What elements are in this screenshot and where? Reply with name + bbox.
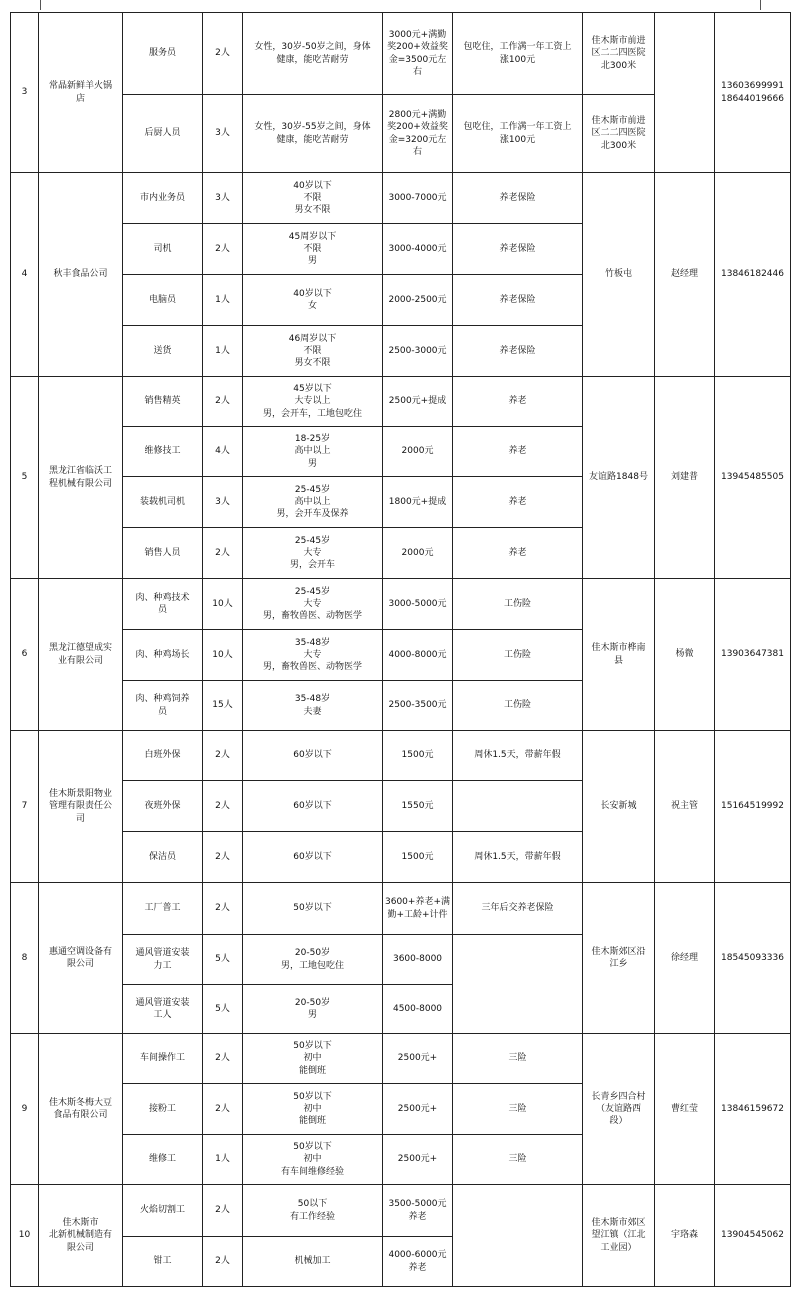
job-count: 3人 — [203, 95, 243, 173]
job-salary: 2000元 — [383, 427, 453, 477]
job-count: 3人 — [203, 173, 243, 224]
company-address: 佳木斯市桦南 县 — [583, 579, 655, 731]
contact-person: 刘建普 — [655, 377, 715, 579]
job-salary: 4500-8000 — [383, 985, 453, 1034]
job-benefits: 养老 — [453, 427, 583, 477]
job-requirements: 60岁以下 — [243, 832, 383, 883]
contact-phone: 15164519992 — [715, 731, 791, 883]
company-name: 常晶新鲜羊火锅 店 — [39, 13, 123, 173]
job-benefits: 养老保险 — [453, 326, 583, 377]
job-requirements: 25-45岁 大专 男，畜牧兽医、动物医学 — [243, 579, 383, 630]
job-count: 3人 — [203, 477, 243, 528]
company-name: 秋丰食品公司 — [39, 173, 123, 377]
job-count: 2人 — [203, 781, 243, 832]
job-title: 销售人员 — [123, 528, 203, 579]
job-title: 肉、种鸡饲养 员 — [123, 681, 203, 731]
job-salary: 2500-3000元 — [383, 326, 453, 377]
job-count: 2人 — [203, 13, 243, 95]
job-count: 2人 — [203, 1084, 243, 1135]
job-title: 钳工 — [123, 1237, 203, 1287]
job-benefits: 养老 — [453, 377, 583, 427]
company-number: 5 — [11, 377, 39, 579]
job-count: 2人 — [203, 377, 243, 427]
company-name: 佳木斯市 北新机械制造有 限公司 — [39, 1185, 123, 1287]
job-title: 车间操作工 — [123, 1034, 203, 1084]
job-salary: 3600-8000 — [383, 935, 453, 985]
company-name: 黑龙江德望成实 业有限公司 — [39, 579, 123, 731]
job-count: 2人 — [203, 224, 243, 275]
company-address: 长安新城 — [583, 731, 655, 883]
job-count: 10人 — [203, 630, 243, 681]
job-salary: 1500元 — [383, 731, 453, 781]
job-salary: 3500-5000元 养老 — [383, 1185, 453, 1237]
job-salary: 4000-8000元 — [383, 630, 453, 681]
job-count: 5人 — [203, 935, 243, 985]
job-requirements: 60岁以下 — [243, 731, 383, 781]
job-count: 1人 — [203, 1135, 243, 1185]
job-salary: 4000-6000元 养老 — [383, 1237, 453, 1287]
job-requirements: 60岁以下 — [243, 781, 383, 832]
job-requirements: 35-48岁 夫妻 — [243, 681, 383, 731]
job-title: 司机 — [123, 224, 203, 275]
job-requirements: 25-45岁 大专 男，会开车 — [243, 528, 383, 579]
job-salary: 3000-5000元 — [383, 579, 453, 630]
job-requirements: 46周岁以下 不限 男女不限 — [243, 326, 383, 377]
job-count: 5人 — [203, 985, 243, 1034]
job-benefits: 工伤险 — [453, 681, 583, 731]
job-salary: 3000-4000元 — [383, 224, 453, 275]
job-count: 1人 — [203, 275, 243, 326]
job-salary: 1550元 — [383, 781, 453, 832]
company-number: 10 — [11, 1185, 39, 1287]
job-salary: 2000-2500元 — [383, 275, 453, 326]
job-title: 销售精英 — [123, 377, 203, 427]
job-requirements: 18-25岁 高中以上 男 — [243, 427, 383, 477]
job-title: 火焰切割工 — [123, 1185, 203, 1237]
company-address: 友谊路1848号 — [583, 377, 655, 579]
job-count: 2人 — [203, 883, 243, 935]
job-benefits: 三险 — [453, 1034, 583, 1084]
job-benefits: 养老保险 — [453, 275, 583, 326]
job-salary: 2500元+ — [383, 1135, 453, 1185]
job-benefits: 周休1.5天，带薪年假 — [453, 832, 583, 883]
contact-phone: 13904545062 — [715, 1185, 791, 1287]
job-requirements: 女性，30岁-50岁之间，身体 健康，能吃苦耐劳 — [243, 13, 383, 95]
job-listing-table — [10, 12, 791, 1287]
company-name: 佳木斯景阳物业 管理有限责任公 司 — [39, 731, 123, 883]
job-benefits: 三险 — [453, 1084, 583, 1135]
job-requirements: 40岁以下 女 — [243, 275, 383, 326]
contact-person: 曹红莹 — [655, 1034, 715, 1185]
contact-phone: 13903647381 — [715, 579, 791, 731]
job-title: 后厨人员 — [123, 95, 203, 173]
job-requirements: 20-50岁 男，工地包吃住 — [243, 935, 383, 985]
job-benefits: 养老保险 — [453, 173, 583, 224]
company-address: 长青乡四合村 （友谊路西 段） — [583, 1034, 655, 1185]
job-salary: 1500元 — [383, 832, 453, 883]
company-number: 7 — [11, 731, 39, 883]
job-salary: 1800元+提成 — [383, 477, 453, 528]
job-salary: 2500元+ — [383, 1084, 453, 1135]
job-benefits: 包吃住，工作满一年工资上 涨100元 — [453, 95, 583, 173]
job-requirements: 40岁以下 不限 男女不限 — [243, 173, 383, 224]
job-count: 2人 — [203, 1185, 243, 1237]
job-title: 服务员 — [123, 13, 203, 95]
job-address: 佳木斯市前进 区二二四医院 北300米 — [583, 95, 655, 173]
job-benefits: 工伤险 — [453, 579, 583, 630]
job-title: 维修技工 — [123, 427, 203, 477]
company-number: 9 — [11, 1034, 39, 1185]
job-count: 2人 — [203, 1237, 243, 1287]
job-requirements: 50岁以下 初中 能倒班 — [243, 1034, 383, 1084]
job-requirements: 25-45岁 高中以上 男，会开车及保养 — [243, 477, 383, 528]
job-salary: 3600+养老+满 勤+工龄+计件 — [383, 883, 453, 935]
job-requirements: 50以下 有工作经验 — [243, 1185, 383, 1237]
job-title: 电脑员 — [123, 275, 203, 326]
job-salary: 2500-3500元 — [383, 681, 453, 731]
job-title: 肉、种鸡场长 — [123, 630, 203, 681]
company-address: 竹板屯 — [583, 173, 655, 377]
job-requirements: 45周岁以下 不限 男 — [243, 224, 383, 275]
job-salary: 3000元+满勤 奖200+效益奖 金=3500元左 右 — [383, 13, 453, 95]
job-requirements: 45岁以下 大专以上 男，会开车，工地包吃住 — [243, 377, 383, 427]
contact-phone: 13846159672 — [715, 1034, 791, 1185]
job-benefits — [453, 1185, 583, 1287]
job-benefits — [453, 935, 583, 1034]
job-requirements: 50岁以下 — [243, 883, 383, 935]
job-requirements: 50岁以下 初中 有车间维修经验 — [243, 1135, 383, 1185]
job-count: 15人 — [203, 681, 243, 731]
job-title: 保洁员 — [123, 832, 203, 883]
job-requirements: 20-50岁 男 — [243, 985, 383, 1034]
job-benefits: 养老 — [453, 477, 583, 528]
job-requirements: 女性，30岁-55岁之间，身体 健康，能吃苦耐劳 — [243, 95, 383, 173]
job-title: 白班外保 — [123, 731, 203, 781]
contact-person: 杨微 — [655, 579, 715, 731]
company-number: 3 — [11, 13, 39, 173]
job-title: 通风管道安装 力工 — [123, 935, 203, 985]
job-title: 维修工 — [123, 1135, 203, 1185]
company-name: 佳木斯冬梅大豆 食品有限公司 — [39, 1034, 123, 1185]
job-salary: 2800元+满勤 奖200+效益奖 金=3200元左 右 — [383, 95, 453, 173]
contact-phone: 13846182446 — [715, 173, 791, 377]
job-salary: 2500元+提成 — [383, 377, 453, 427]
job-requirements: 35-48岁 大专 男，畜牧兽医、动物医学 — [243, 630, 383, 681]
job-benefits — [453, 781, 583, 832]
page-top-mark-right — [760, 0, 761, 10]
job-title: 接粉工 — [123, 1084, 203, 1135]
contact-phone: 18545093336 — [715, 883, 791, 1034]
job-address: 佳木斯市前进 区二二四医院 北300米 — [583, 13, 655, 95]
job-count: 2人 — [203, 731, 243, 781]
job-count: 2人 — [203, 832, 243, 883]
job-title: 夜班外保 — [123, 781, 203, 832]
job-title: 装载机司机 — [123, 477, 203, 528]
job-benefits: 养老 — [453, 528, 583, 579]
contact-phone: 13603699991 18644019666 — [715, 13, 791, 173]
job-benefits: 包吃住，工作满一年工资上 涨100元 — [453, 13, 583, 95]
company-number: 6 — [11, 579, 39, 731]
job-count: 1人 — [203, 326, 243, 377]
company-name: 黑龙江省临沃工 程机械有限公司 — [39, 377, 123, 579]
company-address: 佳木斯市郊区 望江镇（江北 工业园） — [583, 1185, 655, 1287]
page-top-mark-left — [40, 0, 41, 10]
job-title: 工厂普工 — [123, 883, 203, 935]
contact-person — [655, 13, 715, 173]
company-number: 4 — [11, 173, 39, 377]
contact-person: 赵经理 — [655, 173, 715, 377]
job-count: 2人 — [203, 1034, 243, 1084]
job-count: 2人 — [203, 528, 243, 579]
job-requirements: 50岁以下 初中 能倒班 — [243, 1084, 383, 1135]
contact-person: 徐经理 — [655, 883, 715, 1034]
job-count: 10人 — [203, 579, 243, 630]
contact-person: 祝主管 — [655, 731, 715, 883]
contact-person: 宇珞森 — [655, 1185, 715, 1287]
job-salary: 3000-7000元 — [383, 173, 453, 224]
job-benefits: 周休1.5天，带薪年假 — [453, 731, 583, 781]
job-requirements: 机械加工 — [243, 1237, 383, 1287]
job-benefits: 三险 — [453, 1135, 583, 1185]
job-salary: 2500元+ — [383, 1034, 453, 1084]
job-benefits: 养老保险 — [453, 224, 583, 275]
job-title: 肉、种鸡技术 员 — [123, 579, 203, 630]
company-number: 8 — [11, 883, 39, 1034]
job-benefits: 工伤险 — [453, 630, 583, 681]
contact-phone: 13945485505 — [715, 377, 791, 579]
job-title: 通风管道安装 工人 — [123, 985, 203, 1034]
job-title: 市内业务员 — [123, 173, 203, 224]
job-count: 4人 — [203, 427, 243, 477]
job-salary: 2000元 — [383, 528, 453, 579]
job-benefits: 三年后交养老保险 — [453, 883, 583, 935]
job-title: 送货 — [123, 326, 203, 377]
company-name: 惠通空调设备有 限公司 — [39, 883, 123, 1034]
company-address: 佳木斯郊区沿 江乡 — [583, 883, 655, 1034]
